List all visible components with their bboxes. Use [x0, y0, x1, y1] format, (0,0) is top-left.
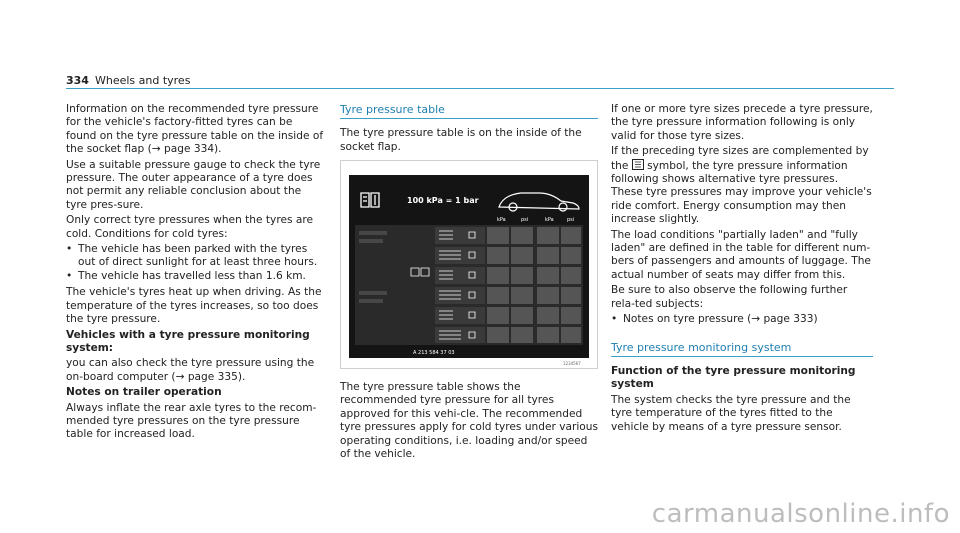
paragraph: you can also check the tyre pressure using the on-board computer (→ page 335). [66, 357, 315, 383]
text-span: If the preceding tyre sizes are complemented by the [611, 145, 869, 172]
paragraph: If one or more tyre sizes precede a tyre pressure, the tyre pressure information following is only valid for those tyre sizes. [611, 103, 873, 142]
text-span: symbol, the tyre pressure information following shows alternative tyre pressures. These tyre pressures may improve your vehicle's ride comfort. Energy consumption may then increase slightly. [611, 159, 872, 226]
page-title: Wheels and tyres [94, 74, 191, 87]
page-header [66, 74, 190, 87]
column-left [66, 103, 324, 444]
unit-label: psi [567, 217, 575, 223]
figure-ref: 1234567 [563, 361, 581, 366]
subheading: Function of the tyre pressure monitoring system [611, 364, 856, 391]
tyre-pressure-table-figure [340, 160, 598, 369]
tyre-pressure-symbol-icon [632, 159, 644, 170]
column-right [611, 103, 873, 436]
tyre-pressure-table-image [341, 161, 597, 368]
paragraph: Only correct tyre pressures when the tyres are cold. Conditions for cold tyres: [66, 214, 313, 240]
pressure-grid [355, 225, 583, 345]
bullet-list [611, 313, 873, 326]
conversion-label: 100 kPa = 1 bar [407, 196, 479, 205]
list-item: • The vehicle has been parked with the tyres out of direct sunlight for at least three hours. [66, 243, 324, 270]
subheading: Notes on trailer operation [66, 386, 222, 399]
header-rule [66, 88, 894, 89]
unit-label: kPa [545, 217, 554, 223]
unit-label: psi [521, 217, 529, 223]
page-number: 334 [66, 74, 89, 87]
paragraph: Always inflate the rear axle tyres to the recom-mended tyre pressures on the tyre pressure table for increased load. [66, 401, 317, 441]
paragraph: The vehicle's tyres heat up when driving. As the temperature of the tyres increases, so too does the tyre pressure. [66, 286, 322, 326]
list-item: • The vehicle has travelled less than 1.6 km. [66, 270, 324, 283]
paragraph: Information on the recommended tyre pressure for the vehicle's factory-fitted tyres can be found on the tyre pressure table on the inside of the socket flap (→ page 334). [66, 103, 324, 156]
paragraph: The load conditions "partially laden" and "fully laden" are defined in the table for different num-bers of passengers and amounts of luggage. The actual number of seats may differ from this. [611, 228, 871, 281]
paragraph: Use a suitable pressure gauge to check the tyre pressure. The outer appearance of a tyre does not permit any reliable conclusion about the tyre pres-sure. [66, 158, 321, 211]
column-middle-lower [340, 381, 598, 463]
unit-label: kPa [497, 217, 506, 223]
subheading: Vehicles with a tyre pressure monitoring system: [66, 328, 310, 354]
paragraph [611, 145, 873, 226]
watermark: carmanualsonline.info [651, 499, 950, 529]
paragraph: Be sure to also observe the following further rela-ted subjects: [611, 284, 848, 310]
column-middle [340, 103, 598, 156]
part-number: A 213 584 37 03 [413, 350, 455, 356]
paragraph: The system checks the tyre pressure and the tyre temperature of the tyres fitted to the vehicle by means of a tyre pressure sensor. [611, 393, 851, 433]
section-heading-tyre-pressure-table: Tyre pressure table [340, 103, 598, 119]
bullet-list [66, 243, 324, 283]
paragraph: The tyre pressure table shows the recommended tyre pressure for all tyres approved for this vehi-cle. The recommended tyre pressures apply for cold tyres under various operating conditions, i.e. loading and/or speed of the vehicle. [340, 381, 598, 461]
list-item: • Notes on tyre pressure (→ page 333) [611, 313, 873, 326]
section-heading-tpms: Tyre pressure monitoring system [611, 341, 873, 357]
paragraph: The tyre pressure table is on the inside of the socket flap. [340, 127, 582, 153]
